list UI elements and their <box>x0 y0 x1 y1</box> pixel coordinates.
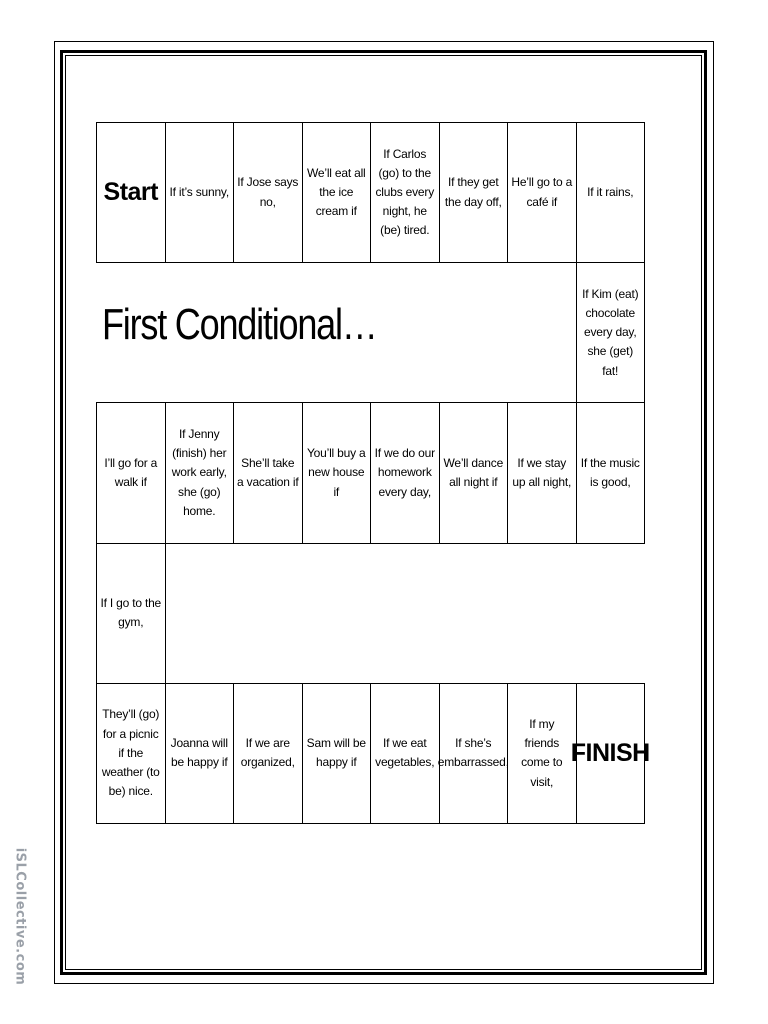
board-cell-text: She’ll take a vacation if <box>237 455 299 489</box>
board-cell-text: If we do our homework every day, <box>374 446 435 499</box>
board-cell-text: If we are organized, <box>240 736 295 770</box>
board-cell <box>439 683 509 824</box>
board-cell-text: If we eat vegetables, <box>375 736 435 770</box>
finish-cell <box>570 683 650 824</box>
board-cell-text: They’ll (go) for a picnic if the weather (to be) nice. <box>101 707 160 799</box>
board-cell-text: If it’s sunny, <box>169 185 229 199</box>
board-cell <box>370 402 440 543</box>
board-cell <box>233 402 303 543</box>
board-cell-text: If my friends come to visit, <box>521 717 563 789</box>
start-cell <box>96 122 166 263</box>
board-cell-text: I’ll go for a walk if <box>104 455 158 489</box>
board-cell <box>439 122 509 263</box>
board-cell-text: Start <box>103 177 158 206</box>
board-cell-text: Sam will be happy if <box>306 736 366 770</box>
board-cell <box>96 683 166 824</box>
board-cell <box>302 122 372 263</box>
board-cell-text: If Jenny (finish) her work early, she (go) home. <box>171 427 227 518</box>
watermark <box>5 826 35 1006</box>
board-cell <box>370 683 440 824</box>
board-cell-text: We’ll dance all night if <box>443 455 504 489</box>
board-cell-text: He’ll go to a café if <box>511 175 573 209</box>
board-cell <box>165 683 235 824</box>
board-cell-text: If the music is good, <box>580 455 640 489</box>
board-cell <box>96 402 166 543</box>
board-cell <box>576 402 646 543</box>
board-cell <box>576 262 646 403</box>
board-cell-text: FINISH <box>570 738 650 767</box>
board-cell-text: If they get the day off, <box>444 175 502 209</box>
board-cell <box>96 543 166 684</box>
board-cell-text: If I go to the gym, <box>100 596 162 630</box>
board-cell <box>370 122 440 263</box>
board-cell <box>302 683 372 824</box>
board-cell-text: If we stay up all night, <box>512 455 572 489</box>
board-cell <box>302 402 372 543</box>
board-cell <box>233 683 303 824</box>
board-cell <box>165 122 235 263</box>
board-cell <box>507 402 577 543</box>
game-board <box>96 122 650 823</box>
watermark-text: iSLCollective.com <box>12 847 28 985</box>
board-cell <box>507 122 577 263</box>
board-cell-text: If it rains, <box>587 185 634 199</box>
board-cell-text: Joanna will be happy if <box>170 736 228 770</box>
board-cell <box>576 122 646 263</box>
board-cell-text: If Jose says no, <box>237 175 299 209</box>
board-cell-text: If Kim (eat) chocolate every day, she (get) fat! <box>582 286 639 378</box>
board-cell <box>507 683 577 824</box>
board-cell-text: You’ll buy a new house if <box>306 446 366 499</box>
board-cell-text: If Carlos (go) to the clubs every night, he (be) tired. <box>375 146 434 238</box>
board-cell <box>165 402 235 543</box>
board-cell <box>233 122 303 263</box>
board-cell-text: If she’s embarrassed, <box>437 736 509 770</box>
board-cell-text: We’ll eat all the ice cream if <box>306 165 366 219</box>
worksheet-title: First Conditional… <box>102 300 377 349</box>
board-cell <box>439 402 509 543</box>
